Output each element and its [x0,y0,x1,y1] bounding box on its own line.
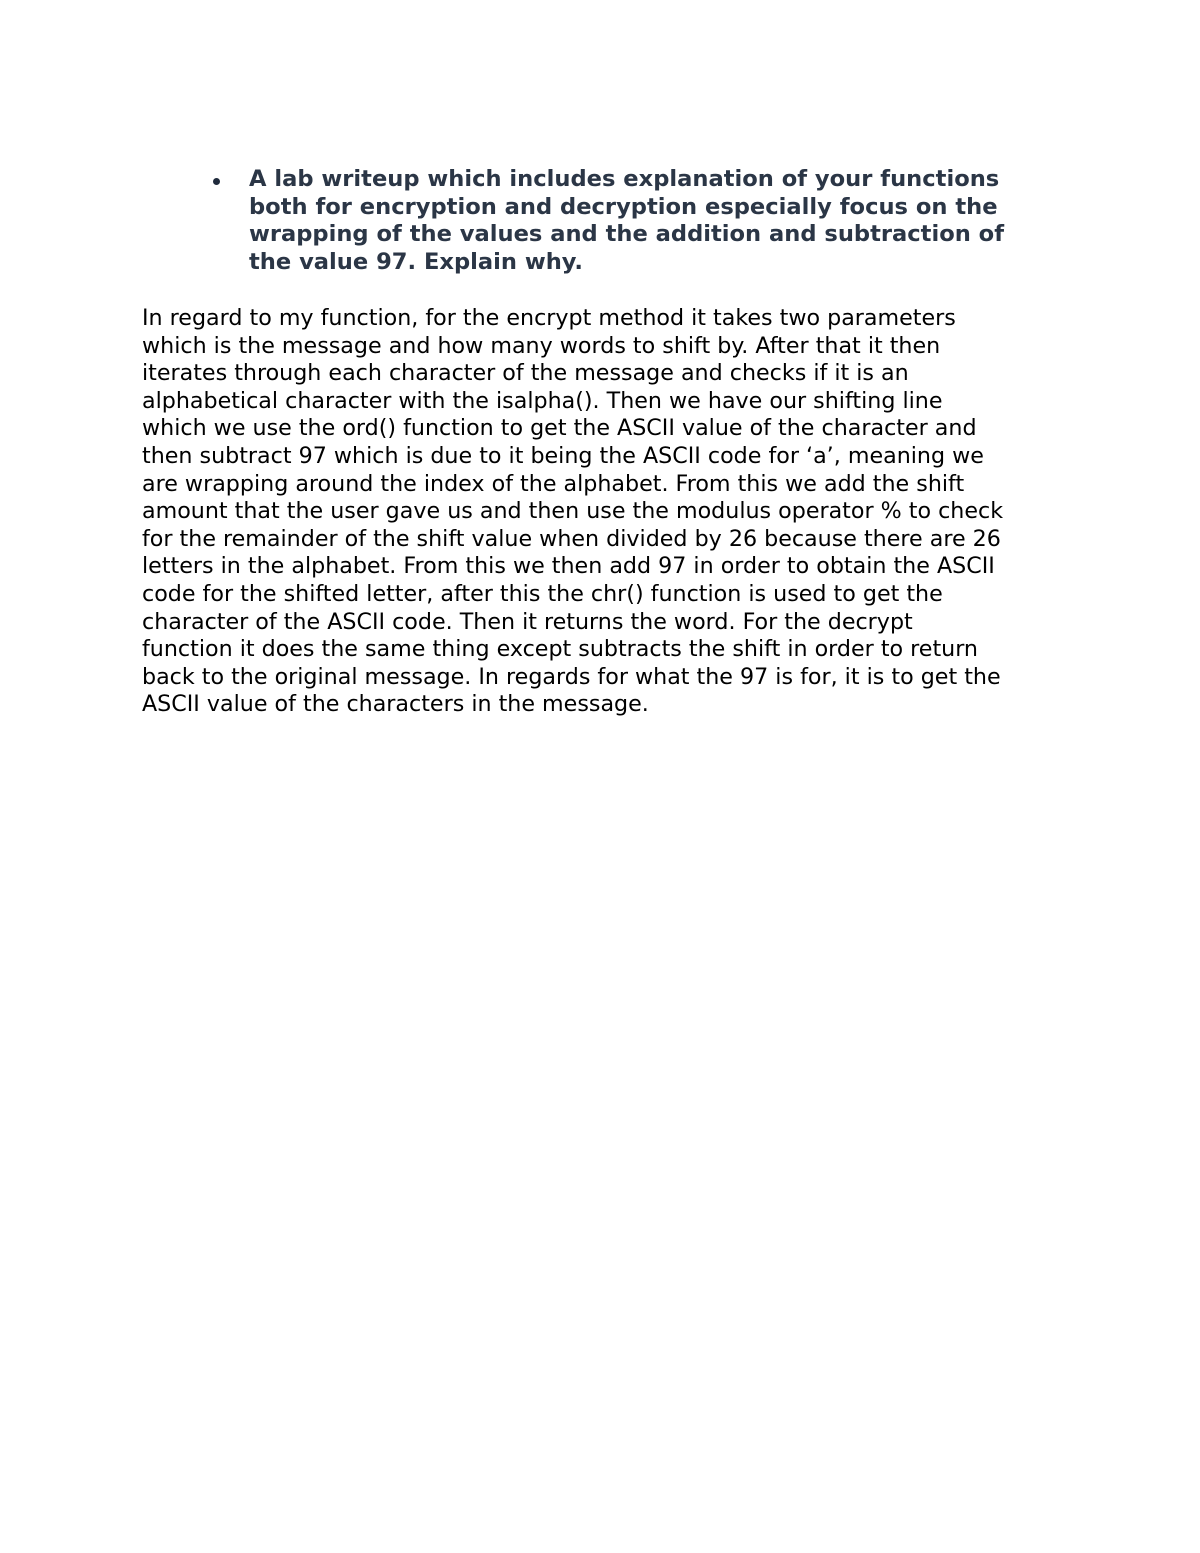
paragraph-line: letters in the alphabet. From this we then add 97 in order to obtain the ASCII [142,553,995,580]
bullet-line: wrapping of the values and the addition and subtraction of [249,221,1005,248]
paragraph-line: iterates through each character of the message and checks if it is an [142,360,909,387]
paragraph-line: In regard to my function, for the encrypt method it takes two parameters [142,305,956,331]
bullet-text [249,166,1062,276]
bullet-dot-icon [213,178,220,185]
paragraph-line: alphabetical character with the isalpha(). Then we have our shifting line [142,387,943,414]
paragraph-line: which is the message and how many words to shift by. After that it then [142,332,941,359]
paragraph-line: ASCII value of the characters in the message. [142,691,649,718]
paragraph-line: amount that the user gave us and then use the modulus operator % to check [142,498,1004,525]
paragraph-line: character of the ASCII code. Then it returns the word. For the decrypt [142,608,913,635]
paragraph-line: are wrapping around the index of the alphabet. From this we add the shift [142,470,965,497]
paragraph-line: then subtract 97 which is due to it being the ASCII code for ‘a’, meaning we [142,442,984,469]
bullet-line: A lab writeup which includes explanation of your functions [249,166,1000,192]
bullet-list [212,166,1062,276]
paragraph-line: function it does the same thing except subtracts the shift in order to return [142,636,978,663]
paragraph-line: which we use the ord() function to get the ASCII value of the character and [142,415,977,442]
body-paragraph [142,305,1067,719]
paragraph-line: code for the shifted letter, after this the chr() function is used to get the [142,580,943,607]
bullet-line: both for encryption and decryption especially focus on the [249,193,998,220]
paragraph-line: for the remainder of the shift value when divided by 26 because there are 26 [142,525,1001,552]
paragraph-line: back to the original message. In regards for what the 97 is for, it is to get the [142,663,1001,690]
bullet-item [212,166,1062,276]
bullet-line: the value 97. Explain why. [249,248,584,275]
